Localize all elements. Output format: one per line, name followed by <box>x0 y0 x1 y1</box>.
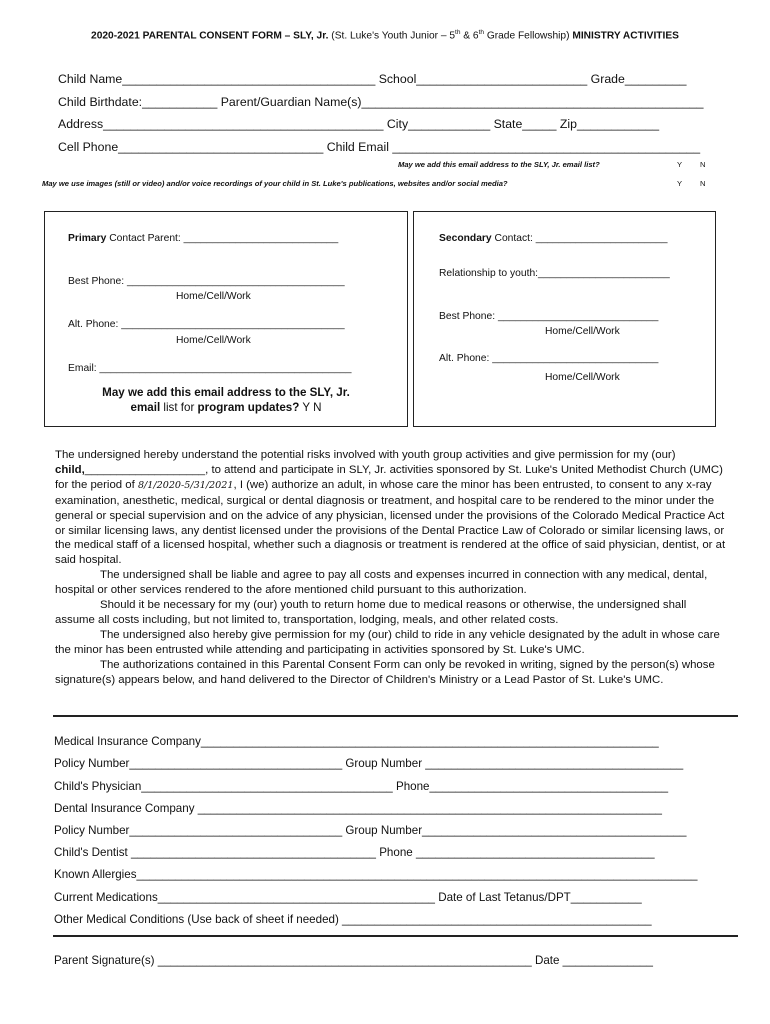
consent-paragraph-5: The authorizations contained in this Parental Consent Form can only be revoked in writing, signed by the person(s) whose signature(s) appears below, and hand delivered to the Director of Children's Ministry or a Lead Pastor of St. Luke's UMC. <box>55 658 715 686</box>
secondary-contact-field[interactable] <box>439 233 667 244</box>
medical-insurance-company[interactable]: Medical Insurance Company_______________________________________________________________________ <box>54 735 659 748</box>
title-sup-2: th <box>478 29 484 36</box>
divider-top <box>53 715 738 717</box>
q-list-for: list for <box>160 401 198 414</box>
program-updates-question-line2 <box>45 401 407 414</box>
medical-policy-group[interactable]: Policy Number_________________________________ Group Number ________________________________________ <box>54 757 684 770</box>
dental-policy-group[interactable]: Policy Number_________________________________ Group Number_________________________________________ <box>54 824 687 837</box>
primary-label: Primary <box>68 233 107 244</box>
media-consent-no[interactable]: N <box>700 179 706 188</box>
email-list-yes[interactable]: Y <box>677 160 683 169</box>
secondary-best-phone[interactable]: Best Phone: ____________________________ <box>439 311 659 322</box>
parent-signature-date[interactable]: Parent Signature(s) __________________________________________________________ Date ______________ <box>54 954 653 967</box>
consent-paragraph-2: The undersigned shall be liable and agree to pay all costs and expenses incurred in connection with any medical, dental, hospital or other services rendered to the afore mentioned child pursuant to this authorization. <box>55 569 708 597</box>
title-subtitle-b: & 6 <box>460 30 479 42</box>
consent-paragraph-3: Should it be necessary for my (our) youth to return home due to medical reasons or otherwise, the undersigned shall assume all costs including, but not limited to, transportation, lodging, meals, and other related costs. <box>55 599 687 626</box>
media-consent-question: May we use images (still or video) and/or voice recordings of your child in St. Luke's publications, websites and/or social media? <box>42 179 508 188</box>
birthdate-guardian-row[interactable]: Child Birthdate:___________ Parent/Guardian Name(s)__________________________________________________ <box>58 95 704 109</box>
form-title <box>0 29 770 41</box>
p1-part-a: The undersigned hereby understand the potential risks involved with youth group activities and give permission for my (our) <box>55 449 676 461</box>
media-consent-yes[interactable]: Y <box>677 179 683 188</box>
secondary-best-phone-hint: Home/Cell/Work <box>545 326 620 337</box>
primary-best-phone-hint: Home/Cell/Work <box>176 291 251 302</box>
secondary-alt-phone-hint: Home/Cell/Work <box>545 372 620 383</box>
primary-contact-line: Contact Parent: ___________________________ <box>106 233 339 244</box>
childs-dentist-phone[interactable]: Child's Dentist ______________________________________ Phone _____________________________________ <box>54 846 655 859</box>
dental-insurance-company[interactable]: Dental Insurance Company ________________________________________________________________________ <box>54 802 662 815</box>
primary-alt-phone-hint: Home/Cell/Work <box>176 335 251 346</box>
secondary-relationship[interactable]: Relationship to youth:_______________________ <box>439 268 670 279</box>
other-medical-conditions[interactable]: Other Medical Conditions (Use back of sheet if needed) ________________________________________________ <box>54 913 652 926</box>
primary-email[interactable]: Email: ____________________________________________ <box>68 363 352 374</box>
child-name-row[interactable]: Child Name_____________________________________ School_________________________ Grade_________ <box>58 72 687 86</box>
secondary-contact-line: Contact: _______________________ <box>491 233 668 244</box>
phone-email-row[interactable]: Cell Phone______________________________ Child Email _____________________________________________ <box>58 140 701 154</box>
consent-paragraph-1 <box>55 448 727 568</box>
consent-paragraph-4: The undersigned also hereby give permission for my (our) child to ride in any vehicle designated by the adult in whose care the minor has been entrusted while attending and participating in activities sponsored by St. Luke's UMC. <box>55 628 720 656</box>
title-subtitle-c: Grade Fellowship) <box>483 30 570 42</box>
program-updates-yn[interactable]: Y N <box>299 401 322 414</box>
primary-contact-box <box>44 211 408 427</box>
known-allergies[interactable]: Known Allergies_______________________________________________________________________________________ <box>54 868 698 881</box>
secondary-label: Secondary <box>439 233 492 244</box>
current-medications-tetanus[interactable]: Current Medications___________________________________________ Date of Last Tetanus/DPT___________ <box>54 891 642 904</box>
program-updates-question-line1: May we add this email address to the SLY, Jr. <box>102 386 350 399</box>
consent-text <box>55 448 727 688</box>
title-tail: MINISTRY ACTIVITIES <box>572 30 679 42</box>
title-sup-1: th <box>455 29 461 36</box>
primary-alt-phone[interactable]: Alt. Phone: _______________________________________ <box>68 319 345 330</box>
q-email-word: email <box>130 401 161 414</box>
primary-best-phone[interactable]: Best Phone: ______________________________________ <box>68 276 345 287</box>
email-list-no[interactable]: N <box>700 160 706 169</box>
activity-period-dates: 8/1/2020-5/31/2021 <box>137 479 234 491</box>
title-main: 2020-2021 PARENTAL CONSENT FORM – SLY, Jr. <box>91 30 329 42</box>
secondary-contact-box <box>413 211 716 427</box>
email-list-question: May we add this email address to the SLY, Jr. email list? <box>398 160 600 169</box>
p1-part-c: , I (we) authorize an adult, in whose care the minor has been entrusted, to consent to any x-ray examination, anesthetic, medical, surgical or dental diagnosis or treatment, and hospital care to be rendered to the minor under the general or special supervision and on the advice of any physician, licensed under the provisions of the Colorado Medical Practice Act or similar licensing laws, any dentist licensed under the provisions of the Dental Practice Law of Colorado or similar licensing laws, or the medical staff of a licensed hospital, whether such a diagnosis or treatment is rendered at the office of said physician, dentist, or at said hospital. <box>55 478 726 567</box>
divider-bottom <box>53 935 738 937</box>
title-subtitle-a: (St. Luke's Youth Junior – 5 <box>331 30 456 42</box>
q-program-updates: program updates? <box>197 401 300 414</box>
childs-physician-phone[interactable]: Child's Physician_______________________________________ Phone_____________________________________ <box>54 780 669 793</box>
p1-child-word: child, <box>55 463 85 476</box>
p1-part-b: ___________________, to attend and participate in SLY, Jr. activities sponsored by St. Luke's United Methodist Church (UMC) for the period of <box>55 463 723 491</box>
primary-contact-field[interactable] <box>68 233 338 244</box>
secondary-alt-phone[interactable]: Alt. Phone: _____________________________ <box>439 353 659 364</box>
address-row[interactable]: Address_________________________________________ City____________ State_____ Zip____________ <box>58 117 660 131</box>
